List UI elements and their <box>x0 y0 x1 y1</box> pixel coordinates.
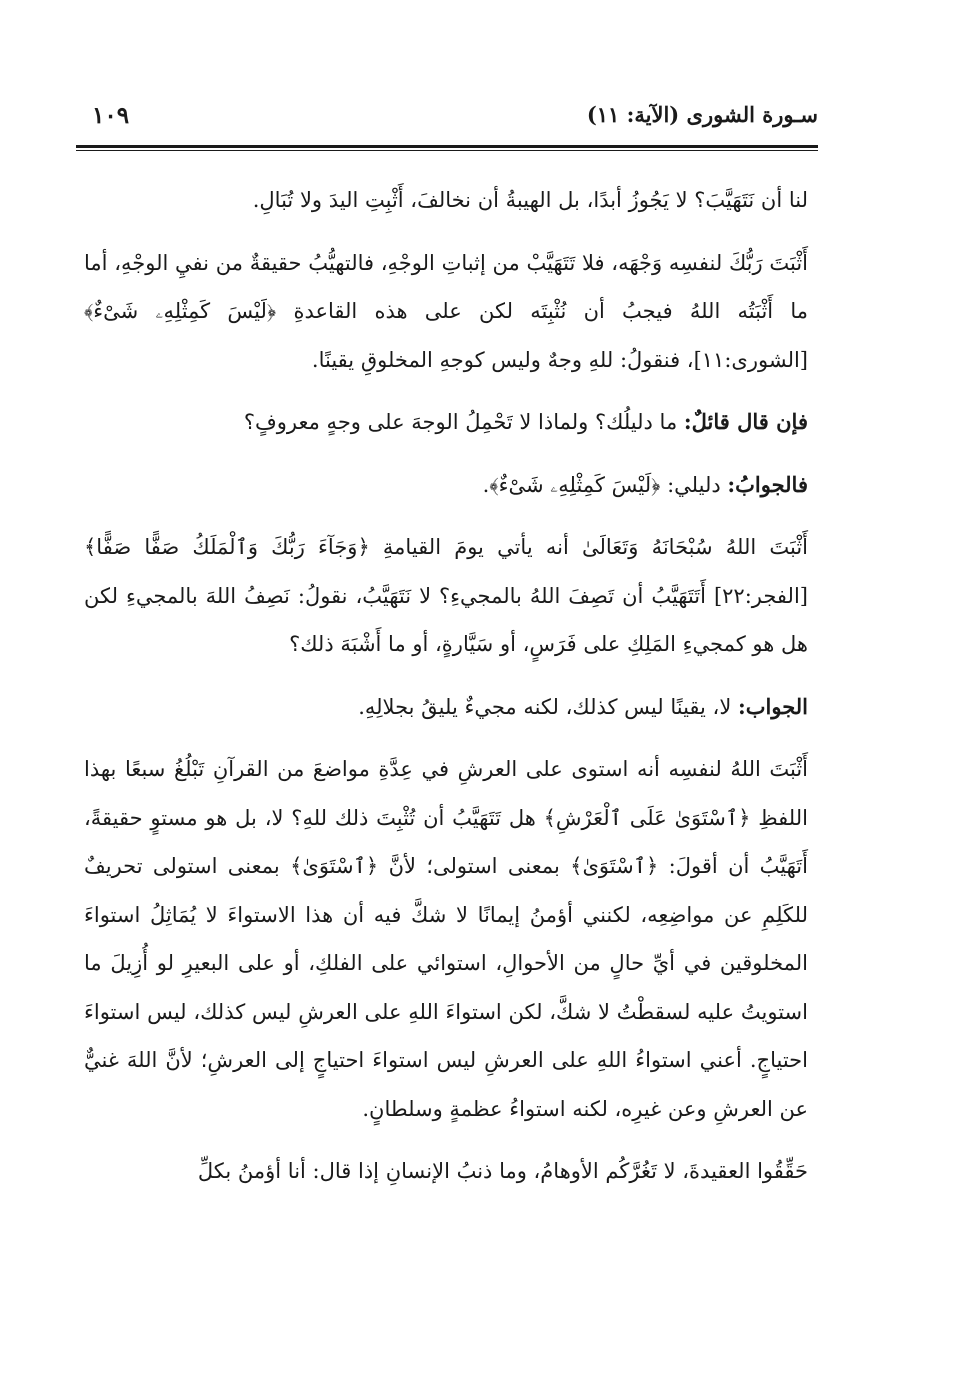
paragraph <box>84 683 808 732</box>
paragraph-text: أَثْبَتَ اللهُ سُبْحَانَهُ وَتَعَالَىٰ أنه يأتي يومَ القيامةِ ﴿وَجَآءَ رَبُّكَ وَٱلْمَلَكُ صَفًّا صَفًّا﴾ [الفجر:٢٢] أَتَتَهَيَّبُ أن تَصِفَ اللهُ بالمجيءِ؟ لا نَتَهَيَّبُ، نقولُ: نَصِفُ اللهَ بالمجيءِ لكن هل هو كمجيءِ المَلِكِ على فَرَسٍ، أو سَيَّارةٍ، أو ما أَشْبَهَ ذلك؟ <box>84 535 808 656</box>
paragraph-lead: فإن قال قائلٌ: <box>683 409 808 434</box>
paragraph-text: لنا أن نَتَهَيَّبَ؟ لا يَجُوزُ أبدًا، بل الهيبةُ أن نخالفَ، أَثْبِتِ اليدَ ولا تُبَالِ. <box>252 188 808 212</box>
body-text <box>84 176 808 1210</box>
paragraph-text: أَثْبَتَ اللهُ لنفسِه أنه استوى على العرشِ في عِدَّةِ مواضعَ من القرآنِ تَبْلُغُ سبعًا بهذا اللفظِ ﴿ٱسْتَوَىٰ عَلَى ٱلْعَرْشِ﴾ هل تَتَهَيَّبُ أن تُثْبِتَ ذلك للهِ؟ لا، بل هو مستوٍ حقيقةً، أَتَهَيَّبُ أن أقولَ: ﴿ٱسْتَوَىٰ﴾ بمعنى استولى؛ لأنَّ ﴿ٱسْتَوَىٰ﴾ بمعنى استولى تحريفٌ للكَلِمِ عن مواضِعِه، لكنني أؤمنُ إيمانًا لا شكَّ فيه أن هذا الاستواءَ لا يُمَاثِلُ استواءَ المخلوقين في أيِّ حالٍ من الأحوالِ، استوائي على الفلكِ، أو على البعيرِ لو أُزِيلَ ما استويتُ عليه لسقطْتُ لا شكَّ، لكن استواءَ اللهِ على العرشِ ليس كذلك، ليس استواءَ احتياجٍ. أعني استواءُ اللهِ على العرشِ ليس استواءَ احتياجٍ إلى العرشِ؛ لأنَّ اللهَ غنيٌّ عن العرشِ وعن غيرِه، لكنه استواءُ عظمةٍ وسلطانٍ. <box>84 757 808 1121</box>
paragraph-text: أَثْبَتَ رَبُّكَ لنفسِه وَجْهَه، فلا تَتَهَيَّبْ من إثباتِ الوجْهِ، فالتهيُّبُ حقيقةٌ من نفيِ الوجْهِ، أما ما أَثْبَتُه اللهُ فيجبُ أن نُثْبِتَه لكن على هذه القاعدةِ ﴿لَيْسَ كَمِثْلِهِۦ شَىْءٌ﴾ [الشورى:١١]، فنقولُ: للهِ وجهٌ وليس كوجهِ المخلوقِ يقينًا. <box>84 250 808 372</box>
paragraph <box>84 461 808 510</box>
paragraph-lead: فالجوابُ: <box>727 471 808 497</box>
paragraph <box>84 523 808 669</box>
running-header <box>76 98 818 142</box>
header-rule-thin <box>76 150 818 151</box>
paragraph <box>84 176 808 225</box>
paragraph <box>84 745 808 1133</box>
paragraph <box>84 1147 808 1196</box>
page-number: ١٠٩ <box>92 102 130 129</box>
paragraph-text: دليلي: ﴿لَيْسَ كَمِثْلِهِۦ شَىْءٌ﴾. <box>482 472 728 497</box>
paragraph-text: حَقِّقُوا العقيدةَ، لا تَغُرَّكُم الأوهامُ، وما ذنبُ الإنسانِ إذا قال: أنا أؤمنُ بكلِّ <box>197 1159 808 1183</box>
paragraph-text: ما دليلُك؟ ولماذا لا تَحْمِلُ الوجهَ على وجهٍ معروفٍ؟ <box>243 410 684 434</box>
header-title: سـورة الشورى (الآية: ١١) <box>586 102 818 127</box>
header-rule-thick <box>76 145 818 148</box>
paragraph <box>84 398 808 447</box>
paragraph-lead: الجواب: <box>738 693 808 719</box>
paragraph <box>84 239 808 385</box>
paragraph-text: لا، يقينًا ليس كذلك، لكنه مجيءٌ يليقُ بجلالِهِ. <box>358 694 738 719</box>
